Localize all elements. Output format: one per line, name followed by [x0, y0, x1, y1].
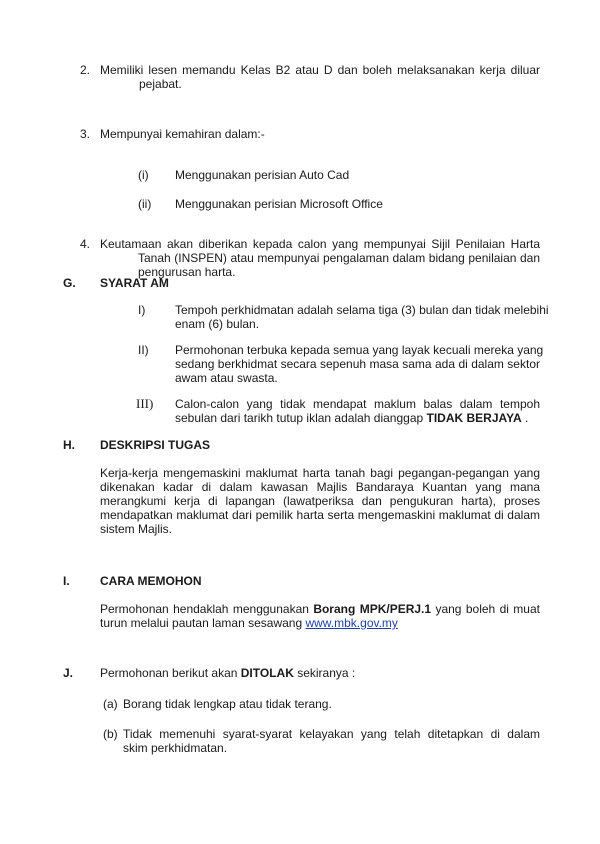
form-name: Borang MPK/PERJ.1	[313, 602, 432, 616]
list-text: Tidak memenuhi syarat-syarat kelayakan yang telah ditetapkan di dalam	[123, 727, 540, 741]
list-text: Permohonan terbuka kepada semua yang layak kecuali mereka yang	[175, 343, 544, 357]
paragraph-line	[100, 616, 398, 630]
list-text: Borang tidak lengkap atau tidak terang.	[123, 697, 332, 711]
list-number: I)	[138, 303, 146, 317]
sub-item-number: (ii)	[138, 197, 152, 211]
text-part: sekiranya :	[293, 666, 356, 680]
paragraph-line: Kerja-kerja mengemaskini maklumat harta tanah bagi pegangan-pegangan yang	[100, 466, 540, 480]
item-text: pejabat.	[139, 77, 182, 91]
item-number: 4.	[80, 237, 91, 251]
item-text: Tanah (INSPEN) atau mempunyai pengalaman dalam bidang penilaian dan	[138, 251, 540, 265]
list-text: enam (6) bulan.	[175, 317, 260, 331]
list-text-part: sebulan dari tarikh tutup iklan adalah dianggap	[175, 411, 427, 425]
paragraph-line	[100, 602, 540, 616]
list-text: Tempoh perkhidmatan adalah selama tiga (3) bulan dan tidak melebihi	[175, 303, 549, 317]
website-link[interactable]: www.mbk.gov.my	[305, 616, 398, 630]
item-text: Mempunyai kemahiran dalam:-	[100, 127, 265, 141]
text-part: Permohonan hendaklah menggunakan	[100, 602, 314, 616]
section-letter: H.	[63, 438, 75, 452]
section-letter: J.	[63, 666, 74, 680]
section-letter: G.	[63, 276, 76, 290]
sub-item-number: (i)	[138, 168, 149, 182]
paragraph-line: merangkumi kerja di lapangan (lawatperiksa dan pengukuran harta), proses	[100, 494, 540, 508]
sub-item-text: Menggunakan perisian Microsoft Office	[175, 197, 383, 211]
text-part: turun melalui pautan laman sesawang	[100, 616, 306, 630]
item-number: 2.	[80, 63, 91, 77]
list-text: skim perkhidmatan.	[123, 741, 228, 755]
item-text: Memiliki lesen memandu Kelas B2 atau D dan boleh melaksanakan kerja diluar	[100, 63, 540, 77]
text-part: yang boleh di muat	[431, 602, 540, 616]
paragraph-line: dikenakan kadar di dalam kawasan Majlis Bandaraya Kuantan yang mana	[100, 480, 540, 494]
emphasis-text: TIDAK BERJAYA	[426, 411, 522, 425]
list-text	[175, 411, 528, 425]
item-number: 3.	[80, 127, 91, 141]
section-title: DESKRIPSI TUGAS	[100, 438, 211, 452]
sub-item-text: Menggunakan perisian Auto Cad	[175, 168, 350, 182]
list-text-part: .	[521, 411, 529, 425]
text-part: Permohonan berikut akan	[100, 666, 241, 680]
section-intro	[100, 666, 355, 680]
section-title: CARA MEMOHON	[100, 574, 202, 588]
list-text: sedang berkhidmat secara sepenuh masa sama ada di dalam sektor	[175, 357, 540, 371]
list-number: (b)	[103, 727, 118, 741]
list-text: awam atau swasta.	[175, 371, 278, 385]
paragraph-line: sistem Majlis.	[100, 522, 173, 536]
list-number: II)	[138, 343, 149, 357]
list-text: Calon-calon yang tidak mendapat maklum balas dalam tempoh	[175, 397, 540, 411]
section-letter: I.	[63, 574, 70, 588]
section-title: SYARAT AM	[100, 276, 169, 290]
paragraph-line: mendapatkan maklumat dari pemilik harta serta mengemaskini maklumat di dalam	[100, 508, 540, 522]
emphasis-text: DITOLAK	[240, 666, 294, 680]
item-text: pengurusan harta.	[138, 265, 236, 279]
item-text: Keutamaan akan diberikan kepada calon yang mempunyai Sijil Penilaian Harta	[100, 237, 540, 251]
list-number: III)	[136, 396, 154, 411]
list-number: (a)	[103, 697, 118, 711]
